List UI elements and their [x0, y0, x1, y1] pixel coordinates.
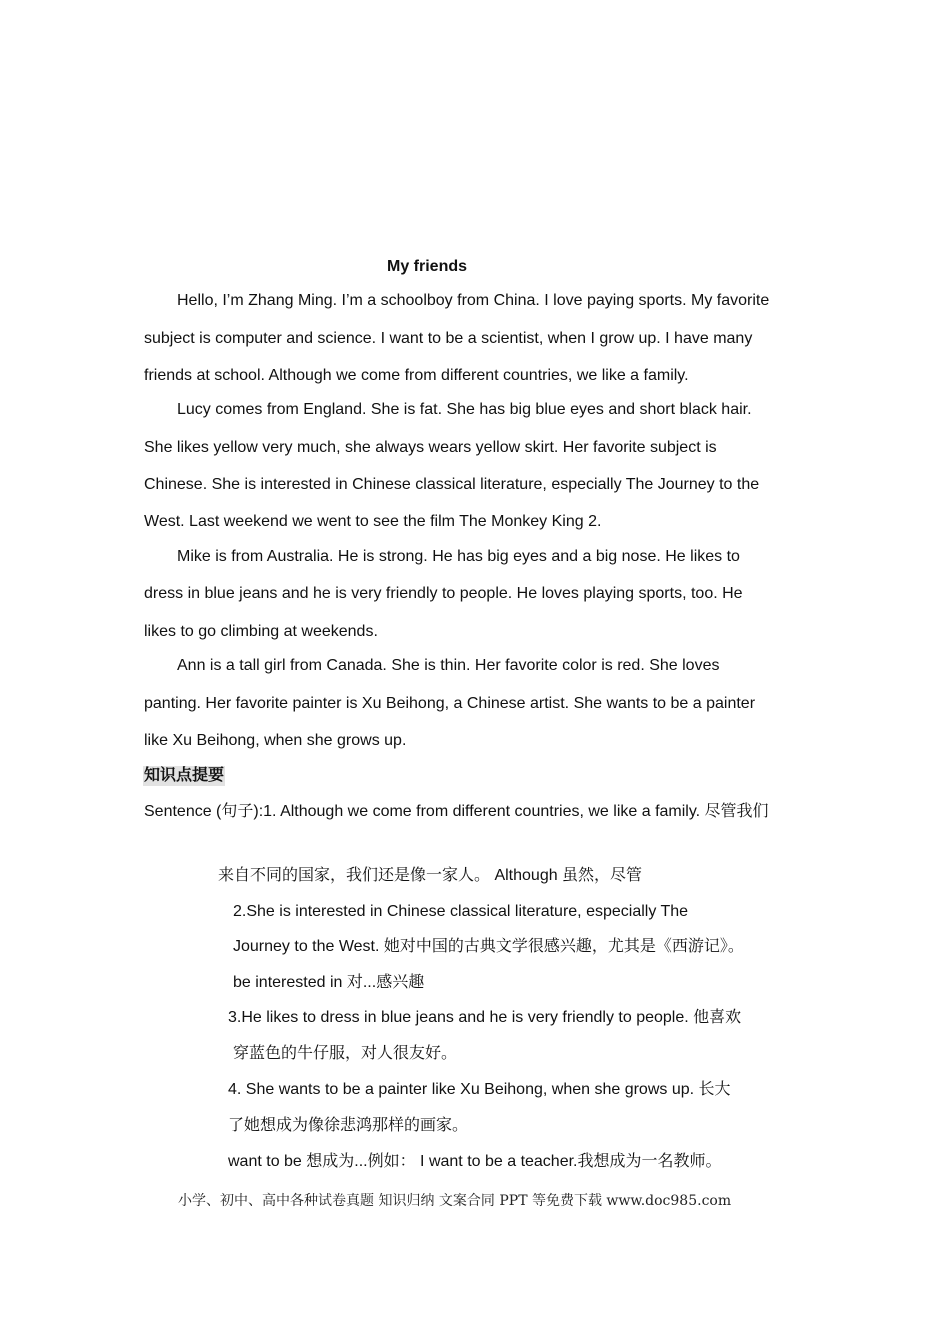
paragraph-3-line-1: Mike is from Australia. He is strong. He has big eyes and a big nose. He likes to [177, 548, 740, 565]
paragraph-2-line-3: Chinese. She is interested in Chinese classical literature, especially The Journey to the [144, 476, 760, 493]
paragraph-2-line-4: West. Last weekend we went to see the film The Monkey King 2. [144, 513, 602, 530]
footer-text: 小学、初中、高中各种试卷真题 知识归纳 文案合同 PPT 等免费下载 www.doc985.com [178, 1193, 732, 1209]
paragraph-2-line-2: She likes yellow very much, she always wears yellow skirt. Her favorite subject is [144, 439, 717, 456]
note-line: 了她想成为像徐悲鸿那样的画家。 [228, 1117, 469, 1134]
paragraph-1-line-3: friends at school. Although we come from different countries, we like a family. [144, 367, 689, 384]
note-line: 来自不同的国家，我们还是像一家人。 Although 虽然，尽管 [218, 867, 643, 884]
paragraph-2-line-1: Lucy comes from England. She is fat. She has big blue eyes and short black hair. [177, 401, 752, 418]
note-line: be interested in 对...感兴趣 [233, 974, 425, 991]
paragraph-1-line-2: subject is computer and science. I want to be a scientist, when I grow up. I have many [144, 330, 753, 347]
knowledge-heading: 知识点提要 [144, 767, 225, 784]
paragraph-4-line-1: Ann is a tall girl from Canada. She is thin. Her favorite color is red. She loves [177, 657, 720, 674]
paragraph-3-line-2: dress in blue jeans and he is very friendly to people. He loves playing sports, too. He [144, 585, 743, 602]
page-title: My friends [387, 258, 468, 275]
note-line: 穿蓝色的牛仔服，对人很友好。 [233, 1045, 458, 1062]
note-line: want to be 想成为...例如： I want to be a teacher.我想成为一名教师。 [228, 1153, 722, 1170]
paragraph-3-line-3: likes to go climbing at weekends. [144, 623, 378, 640]
note-line: Sentence (句子):1. Although we come from different countries, we like a family. 尽管我们 [144, 803, 769, 820]
paragraph-4-line-3: like Xu Beihong, when she grows up. [144, 732, 407, 749]
note-line: Journey to the West. 她对中国的古典文学很感兴趣，尤其是《西游记》。 [233, 938, 744, 955]
note-line: 4. She wants to be a painter like Xu Beihong, when she grows up. 长大 [228, 1081, 731, 1098]
note-line: 3.He likes to dress in blue jeans and he is very friendly to people. 他喜欢 [228, 1009, 742, 1026]
paragraph-4-line-2: panting. Her favorite painter is Xu Beihong, a Chinese artist. She wants to be a painter [144, 695, 756, 712]
paragraph-1-line-1: Hello, I’m Zhang Ming. I’m a schoolboy from China. I love paying sports. My favorite [177, 292, 770, 309]
note-line: 2.She is interested in Chinese classical literature, especially The [233, 903, 689, 920]
